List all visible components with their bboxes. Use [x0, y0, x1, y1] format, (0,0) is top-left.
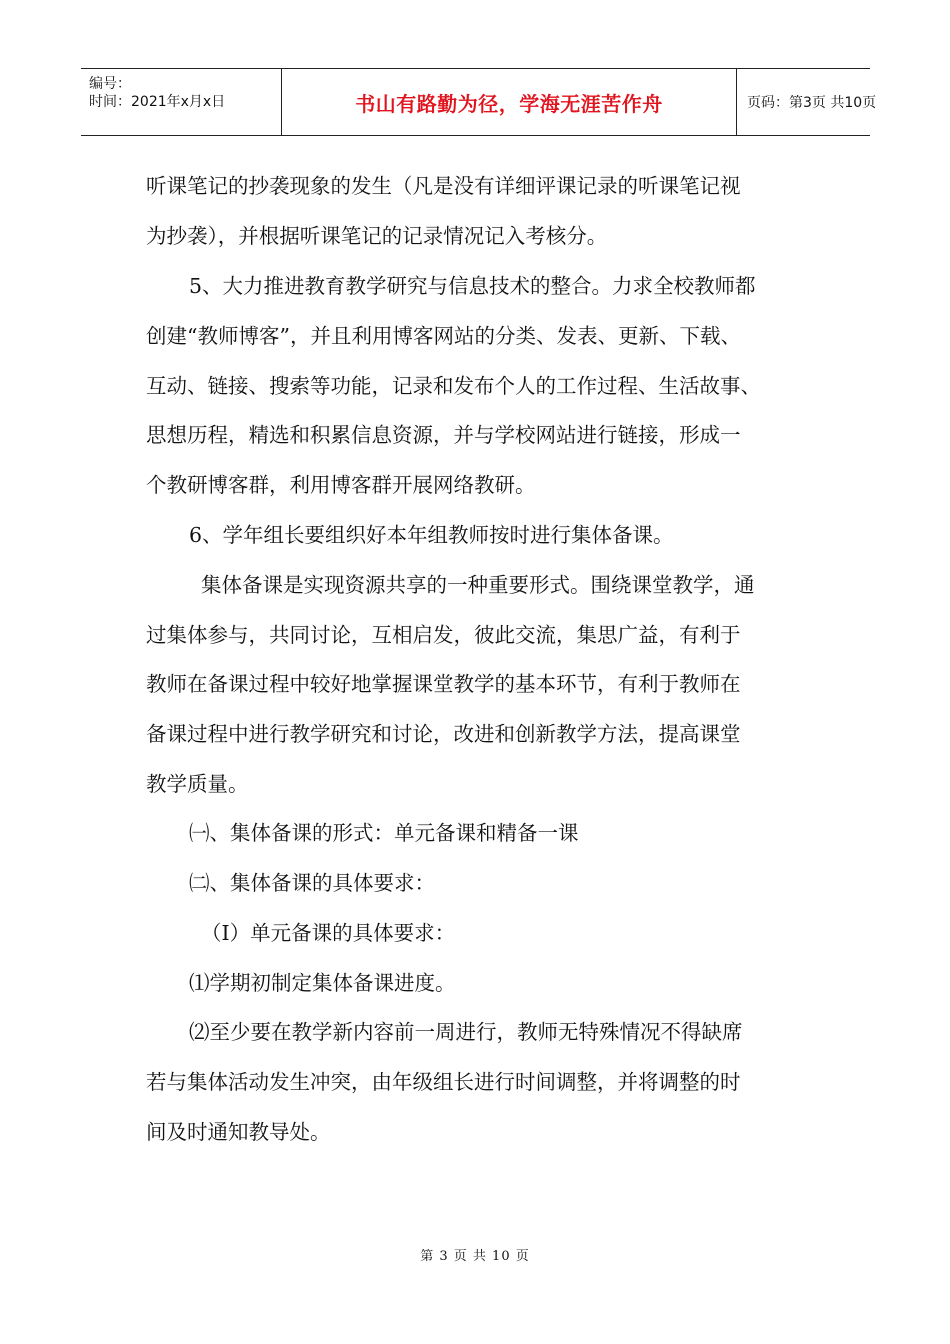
header-motto-cell [281, 69, 737, 135]
body-line: 听课笔记的抄袭现象的发生（凡是没有详细评课记录的听课笔记视 [146, 174, 741, 198]
body-line: 备课过程中进行教学研究和讨论，改进和创新教学方法，提高课堂 [146, 722, 741, 746]
body-line: 间及时通知教导处。 [146, 1120, 331, 1144]
body-line: 集体备课是实现资源共享的一种重要形式。围绕课堂教学，通 [201, 573, 755, 597]
body-line: 为抄袭），并根据听课笔记的记录情况记入考核分。 [146, 224, 608, 248]
document-header [81, 68, 877, 136]
page-footer: 第 3 页 共 10 页 [420, 1249, 530, 1264]
body-line: 思想历程，精选和积累信息资源，并与学校网站进行链接，形成一 [146, 423, 741, 447]
number-label: 编号： [89, 76, 131, 92]
body-line: 若与集体活动发生冲突，由年级组长进行时间调整，并将调整的时 [146, 1070, 741, 1094]
body-line: ㈠、集体备课的形式：单元备课和精备一课 [189, 821, 579, 845]
header-meta [81, 69, 281, 135]
motto-text: 书山有路勤为径，学海无涯苦作舟 [355, 91, 663, 116]
body-line: 个教研博客群，利用博客群开展网络教研。 [146, 473, 536, 497]
body-line: 互动、链接、搜索等功能，记录和发布个人的工作过程、生活故事、 [146, 374, 761, 398]
body-line: 教师在备课过程中较好地掌握课堂教学的基本环节，有利于教师在 [146, 672, 741, 696]
page-code: 页码：第3页 共10页 [747, 95, 877, 111]
body-line: 6、学年组长要组织好本年组教师按时进行集体备课。 [189, 523, 674, 547]
body-line: 5、大力推进教育教学研究与信息技术的整合。力求全校教师都 [189, 274, 756, 298]
body-line: ⑴学期初制定集体备课进度。 [189, 971, 456, 995]
body-line: 过集体参与，共同讨论，互相启发，彼此交流，集思广益，有利于 [146, 623, 741, 647]
time-label: 时间：2021年x月x日 [89, 94, 226, 110]
body-line: 教学质量。 [146, 772, 249, 796]
body-line: 创建“教师博客”，并且利用博客网站的分类、发表、更新、下载、 [146, 324, 741, 348]
body-line: ⑵至少要在教学新内容前一周进行，教师无特殊情况不得缺席 [189, 1020, 743, 1044]
body-line: ㈡、集体备课的具体要求： [189, 871, 435, 895]
body-line: （Ⅰ）单元备课的具体要求： [201, 921, 456, 945]
